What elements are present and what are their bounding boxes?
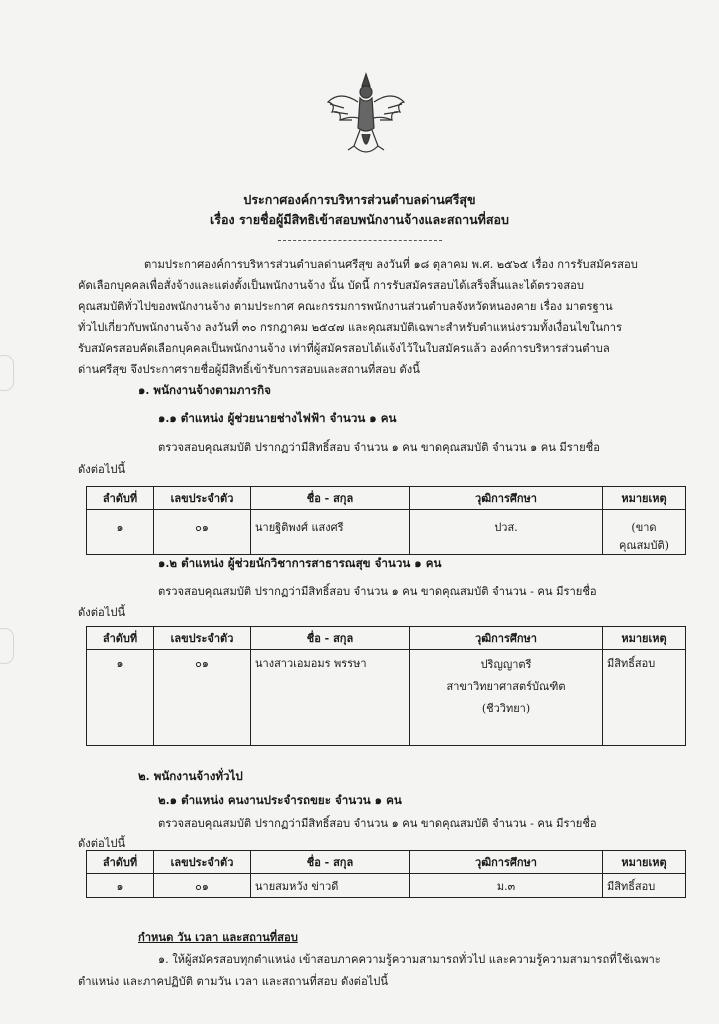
cell-note: มีสิทธิ์สอบ [603,650,686,746]
col-id: เลขประจำตัว [154,851,251,874]
cell-edu [410,650,603,746]
edu-field: สาขาวิทยาศาสตร์บัณฑิต [446,680,566,693]
position-1-1-check: ตรวจสอบคุณสมบัติ ปรากฏว่ามีสิทธิ์สอบ จำนวน ๑ คน ขาดคุณสมบัติ จำนวน ๑ คน มีรายชื่อ [158,441,600,454]
announcement-title: ประกาศองค์การบริหารส่วนตำบลด่านศรีสุข [243,192,476,207]
section-1-heading: ๑. พนักงานจ้างตามภารกิจ [138,383,271,397]
cell-no: ๑ [87,874,154,898]
intro-line: ด่านศรีสุข จึงประกาศรายชื่อผู้มีสิทธิ์เข้ารับการสอบและสถานที่สอบ ดังนี้ [78,363,420,376]
col-edu: วุฒิการศึกษา [410,487,603,510]
position-2-1-check: ตรวจสอบคุณสมบัติ ปรากฏว่ามีสิทธิ์สอบ จำนวน ๑ คน ขาดคุณสมบัติ จำนวน - คน มีรายชื่อ [158,817,597,830]
cell-edu: ปวส. [410,510,603,555]
cell-no: ๑ [87,510,154,555]
position-2-1-heading: ๒.๑ ตำแหน่ง คนงานประจำรถขยะ จำนวน ๑ คน [158,793,402,807]
section-2-heading: ๒. พนักงานจ้างทั่วไป [138,769,243,783]
cell-name: นางสาวเอมอมร พรรษา [251,650,410,746]
edu-major: (ชีววิทยา) [481,702,531,715]
position-1-1-heading: ๑.๑ ตำแหน่ง ผู้ช่วยนายช่างไฟฟ้า จำนวน ๑ คน [158,411,397,425]
cell-id: ๐๑ [154,874,251,898]
schedule-heading: กำหนด วัน เวลา และสถานที่สอบ [138,930,298,944]
col-note: หมายเหตุ [603,627,686,650]
cell-note: มีสิทธิ์สอบ [603,874,686,898]
col-name: ชื่อ - สกุล [251,851,410,874]
col-no: ลำดับที่ [87,627,154,650]
edu-degree: ปริญญาตรี [480,658,532,671]
position-2-1-follow: ดังต่อไปนี้ [78,837,126,850]
col-note: หมายเหตุ [603,851,686,874]
candidate-table-2-1 [86,850,686,898]
col-name: ชื่อ - สกุล [251,627,410,650]
schedule-line-1: ๑. ให้ผู้สมัครสอบทุกตำแหน่ง เข้าสอบภาคความรู้ความสามารถทั่วไป และความรู้ความสามารถที่ใช้เฉพาะ [158,953,661,966]
col-name: ชื่อ - สกุล [251,487,410,510]
position-1-1-follow: ดังต่อไปนี้ [78,463,126,476]
col-no: ลำดับที่ [87,851,154,874]
intro-paragraph [78,254,688,380]
position-1-2-heading: ๑.๒ ตำแหน่ง ผู้ช่วยนักวิชาการสาธารณสุข จำนวน ๑ คน [158,556,442,570]
cell-name: นายสมหวัง ข่าวดี [251,874,410,898]
schedule-line-2: ตำแหน่ง และภาคปฏิบัติ ตามวัน เวลา และสถานที่สอบ ดังต่อไปนี้ [78,975,389,988]
cell-id: ๐๑ [154,510,251,555]
col-edu: วุฒิการศึกษา [410,851,603,874]
col-id: เลขประจำตัว [154,487,251,510]
position-1-2-follow: ดังต่อไปนี้ [78,606,126,619]
intro-line: ตามประกาศองค์การบริหารส่วนตำบลด่านศรีสุข ลงวันที่ ๑๘ ตุลาคม พ.ศ. ๒๕๖๕ เรื่อง การรับสมัครสอบ [144,258,638,271]
candidate-table-1-2 [86,626,686,746]
table-row [87,650,686,746]
cell-no: ๑ [87,650,154,746]
garuda-emblem-icon [318,68,414,164]
cell-id: ๐๑ [154,650,251,746]
position-1-2-check: ตรวจสอบคุณสมบัติ ปรากฏว่ามีสิทธิ์สอบ จำนวน ๑ คน ขาดคุณสมบัติ จำนวน - คน มีรายชื่อ [158,585,597,598]
table-row [87,874,686,898]
col-id: เลขประจำตัว [154,627,251,650]
intro-line: ทั่วไปเกี่ยวกับพนักงานจ้าง ลงวันที่ ๓๐ กรกฎาคม ๒๕๔๗ และคุณสมบัติเฉพาะสำหรับตำแหน่งรวมทั้งเงื่อนไขในการ [78,321,623,334]
col-edu: วุฒิการศึกษา [410,627,603,650]
intro-line: คุณสมบัติทั่วไปของพนักงานจ้าง ตามประกาศ คณะกรรมการพนักงานส่วนตำบลจังหวัดหนองคาย เรื่อง มาตรฐาน [78,300,613,313]
col-no: ลำดับที่ [87,487,154,510]
cell-note: (ขาดคุณสมบัติ) [603,510,686,555]
punch-hole [0,355,14,391]
col-note: หมายเหตุ [603,487,686,510]
announcement-subject: เรื่อง รายชื่อผู้มีสิทธิเข้าสอบพนักงานจ้างและสถานที่สอบ [210,212,509,227]
cell-name: นายฐิติพงศ์ แสงศรี [251,510,410,555]
punch-hole [0,628,14,664]
intro-line: รับสมัครสอบคัดเลือกบุคคลเป็นพนักงานจ้าง เท่าที่ผู้สมัครสอบได้แจ้งไว้ในใบสมัครแล้ว องค์การบริหารส่วนตำบล [78,342,610,355]
title-divider [278,240,442,241]
candidate-table-1-1 [86,486,686,555]
intro-line: คัดเลือกบุคคลเพื่อสั่งจ้างและแต่งตั้งเป็นพนักงานจ้าง นั้น บัดนี้ การรับสมัครสอบได้เสร็จสิ้นและได้ตรวจสอบ [78,279,584,292]
table-row [87,510,686,555]
cell-edu: ม.๓ [410,874,603,898]
